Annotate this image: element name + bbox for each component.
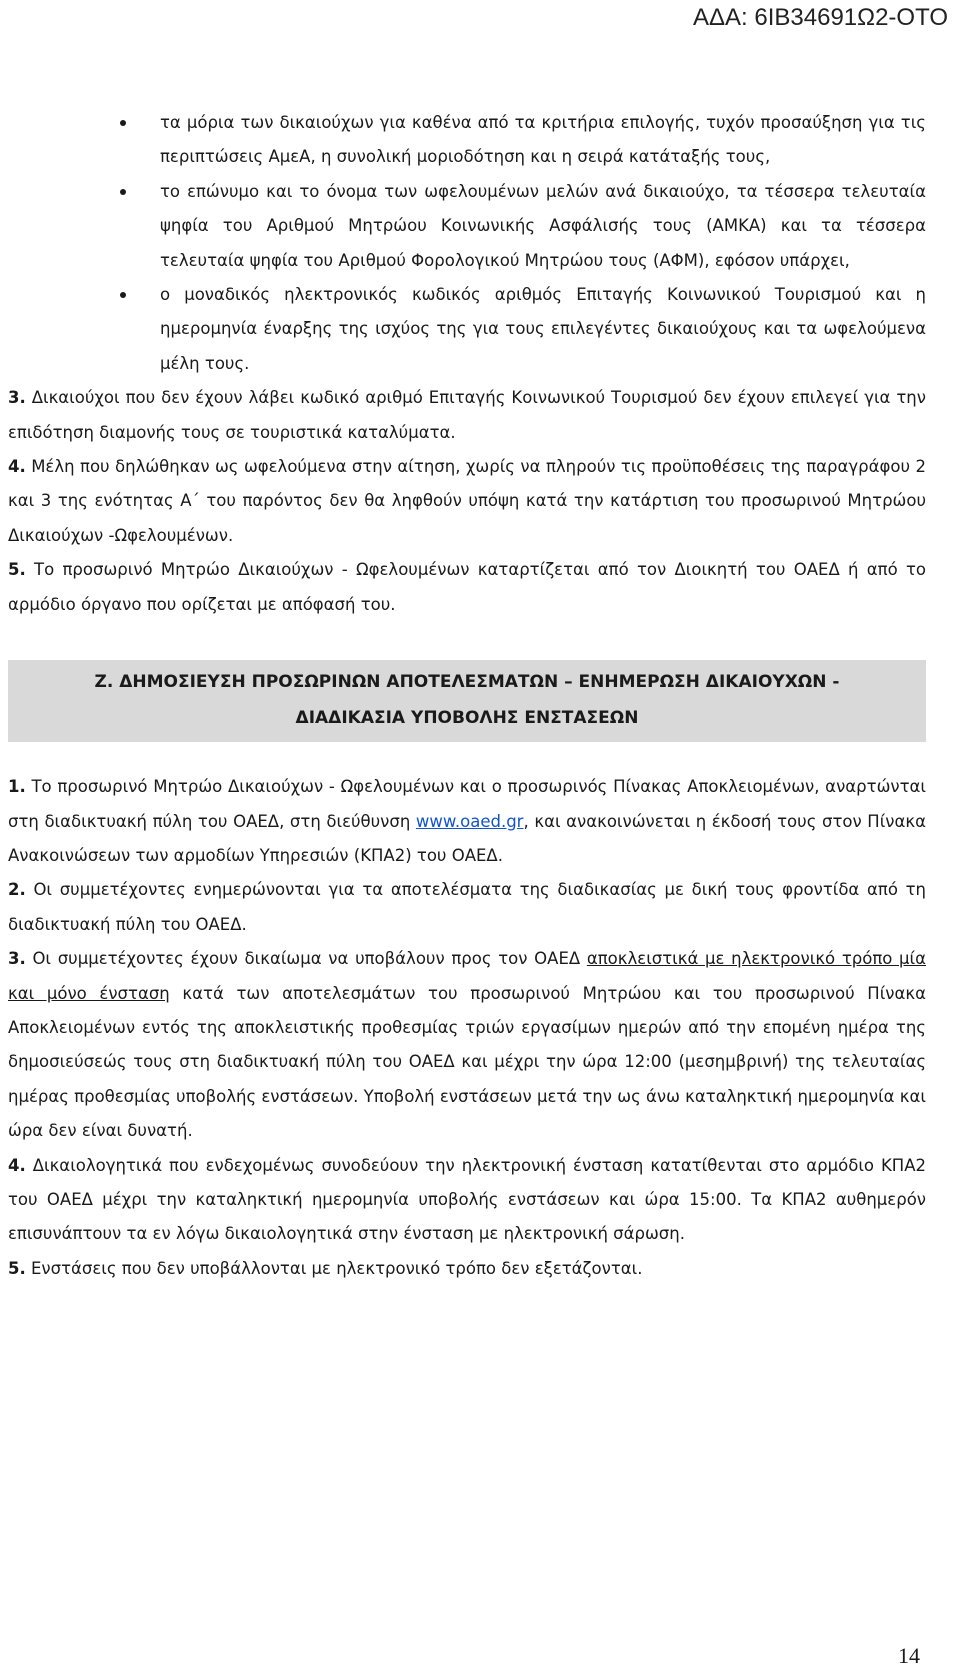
section-paragraph-5 bbox=[0, 1252, 926, 1286]
paragraph-text: Οι συμμετέχοντες έχουν δικαίωμα να υποβάλουν προς τον ΟΑΕΔ bbox=[25, 949, 587, 969]
paragraph-number: 5. bbox=[8, 560, 26, 580]
paragraph-text: κατά των αποτελεσμάτων του προσωρινού Μητρώου και του προσωρινού Πίνακα Αποκλειομένων εντός της αποκλειστικής προθεσμίας τριών εργασίμων ημερών από την επομένη ημέρα της δημοσιεύσεώς τους στη διαδικτυακή πύλη του ΟΑΕΔ και μέχρι την ώρα 12:00 (μεσημβρινή) της τελευταίας ημέρας προθεσμίας υποβολής ενστάσεων. Υποβολή ενστάσεων μετά την ως άνω καταληκτική ημερομηνία και ώρα δεν είναι δυνατή. bbox=[8, 983, 926, 1141]
section-paragraph-2 bbox=[0, 873, 926, 942]
paragraph-text: Ενστάσεις που δεν υποβάλλονται με ηλεκτρονικό τρόπο δεν εξετάζονται. bbox=[25, 1258, 643, 1278]
paragraph-number: 4. bbox=[8, 1155, 26, 1175]
paragraph-number: 3. bbox=[8, 388, 26, 408]
paragraph-number: 5. bbox=[8, 1258, 26, 1278]
list-item: το επώνυμο και το όνομα των ωφελουμένων μελών ανά δικαιούχο, τα τέσσερα τελευταία ψηφία του Αριθμού Μητρώου Κοινωνικής Ασφάλισής τους (ΑΜΚΑ) και τα τέσσερα τελευταία ψηφία του Αριθμού Φορολογικού Μητρώου τους (ΑΦΜ), εφόσον υπάρχει, bbox=[0, 175, 926, 278]
list-item: ο μοναδικός ηλεκτρονικός κωδικός αριθμός Επιταγής Κοινωνικού Τουρισμού και η ημερομηνία έναρξης της ισχύος της για τους επιλεγέντες δικαιούχους και τα ωφελούμενα μέλη τους. bbox=[0, 278, 926, 381]
section-paragraph-1 bbox=[0, 770, 926, 873]
document-body bbox=[0, 106, 926, 1286]
paragraph-4 bbox=[0, 450, 926, 553]
paragraph-5 bbox=[0, 553, 926, 622]
section-paragraph-3 bbox=[0, 942, 926, 1148]
section-heading bbox=[8, 660, 926, 742]
document-id: ΑΔΑ: 6ΙΒ34691Ω2-ΟΤΟ bbox=[693, 4, 948, 31]
paragraph-number: 4. bbox=[8, 457, 26, 477]
paragraph-text: Το προσωρινό Μητρώο Δικαιούχων - Ωφελουμένων και ο προσωρινός Πίνακας Αποκλειομένων, αναρτώνται στη διαδικτυακή πύλη του ΟΑΕΔ, στη διεύθυνση bbox=[8, 777, 926, 831]
paragraph-text: Μέλη που δηλώθηκαν ως ωφελούμενα στην αίτηση, χωρίς να πληρούν τις προϋποθέσεις της παραγράφου 2 και 3 της ενότητας Α΄ του παρόντος δεν θα ληφθούν υπόψη κατά την κατάρτιση του προσωρινού Μητρώου Δικαιούχων -Ωφελουμένων. bbox=[8, 457, 926, 545]
paragraph-number: 1. bbox=[8, 777, 26, 797]
paragraph-text: Οι συμμετέχοντες ενημερώνονται για τα αποτελέσματα της διαδικασίας με δική τους φροντίδα από τη διαδικτυακή πύλη του ΟΑΕΔ. bbox=[8, 880, 926, 934]
page-number: 14 bbox=[898, 1643, 920, 1668]
oaed-website-link[interactable]: www.oaed.gr bbox=[415, 811, 524, 831]
section-heading-line-1: Ζ. ΔΗΜΟΣΙΕΥΣΗ ΠΡΟΣΩΡΙΝΩΝ ΑΠΟΤΕΛΕΣΜΑΤΩΝ – ΕΝΗΜΕΡΩΣΗ ΔΙΚΑΙΟΥΧΩΝ - bbox=[94, 672, 840, 693]
paragraph-number: 3. bbox=[8, 949, 26, 969]
paragraph-text: Το προσωρινό Μητρώο Δικαιούχων - Ωφελουμένων καταρτίζεται από τον Διοικητή του ΟΑΕΔ ή από το αρμόδιο όργανο που ορίζεται με απόφασή του. bbox=[8, 560, 926, 614]
paragraph-number: 2. bbox=[8, 880, 26, 900]
paragraph-text: Δικαιούχοι που δεν έχουν λάβει κωδικό αριθμό Επιταγής Κοινωνικού Τουρισμού δεν έχουν επιλεγεί για την επιδότηση διαμονής τους σε τουριστικά καταλύματα. bbox=[8, 388, 926, 442]
section-heading-line-2: ΔΙΑΔΙΚΑΣΙΑ ΥΠΟΒΟΛΗΣ ΕΝΣΤΑΣΕΩΝ bbox=[295, 708, 639, 729]
paragraph-text: Δικαιολογητικά που ενδεχομένως συνοδεύουν την ηλεκτρονική ένσταση κατατίθενται στο αρμόδιο ΚΠΑ2 του ΟΑΕΔ μέχρι την καταληκτική ημερομηνία υποβολής ενστάσεων και ώρα 15:00. Τα ΚΠΑ2 αυθημερόν επισυνάπτουν τα εν λόγω δικαιολογητικά στην ένσταση με ηλεκτρονική σάρωση. bbox=[8, 1155, 926, 1244]
section-paragraph-4 bbox=[0, 1149, 926, 1252]
underlined-emphasis: αποκλειστικά με ηλεκτρονικό τρόπο μία και μόνο ένσταση bbox=[8, 949, 927, 1003]
paragraph-text: , και ανακοινώνεται η έκδοσή τους στον Πίνακα Ανακοινώσεων των αρμοδίων Υπηρεσιών (ΚΠΑ2) του ΟΑΕΔ. bbox=[8, 811, 926, 865]
paragraph-3 bbox=[0, 381, 926, 450]
criteria-list bbox=[0, 106, 926, 381]
list-item: τα μόρια των δικαιούχων για καθένα από τα κριτήρια επιλογής, τυχόν προσαύξηση για τις περιπτώσεις ΑμεΑ, η συνολική μοριοδότηση και η σειρά κατάταξής τους, bbox=[0, 106, 926, 175]
